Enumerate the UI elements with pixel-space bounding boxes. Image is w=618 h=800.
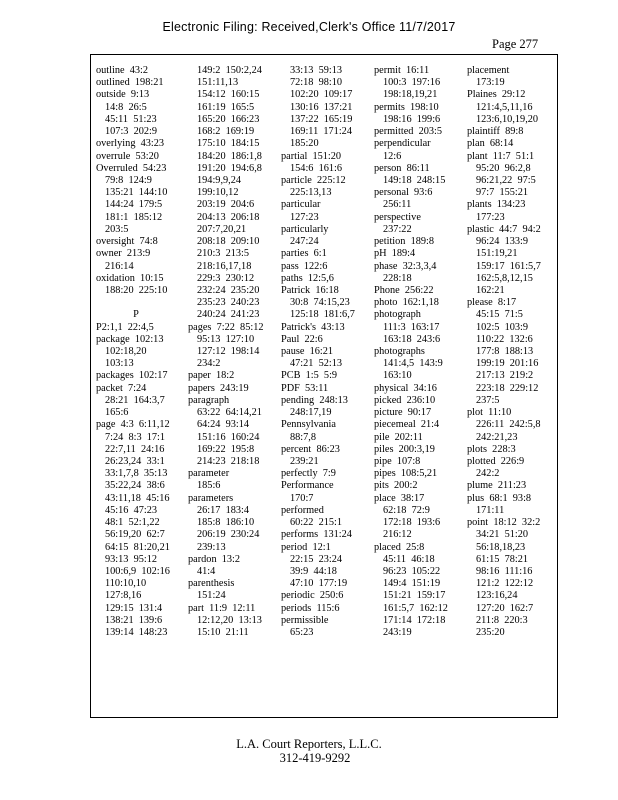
index-entry: oversight 74:8 — [96, 236, 158, 248]
index-continuation-line: 171:11 — [476, 504, 505, 516]
index-entry: page 4:3 6:11,12 — [96, 419, 170, 431]
index-continuation-line: 60:22 215:1 — [290, 517, 343, 529]
index-entry: placed 25:8 — [374, 541, 425, 553]
index-continuation-line: 228:18 — [383, 272, 412, 284]
index-entry: overlying 43:23 — [96, 138, 165, 150]
index-continuation-line: 28:21 164:3,7 — [105, 394, 165, 406]
index-continuation-line: 26:17 183:4 — [197, 504, 250, 516]
index-entry: personal 93:6 — [374, 187, 433, 199]
index-continuation-line: 171:14 172:18 — [383, 614, 446, 626]
index-continuation-line: 199:19 201:16 — [476, 358, 539, 370]
index-continuation-line: 188:20 225:10 — [105, 284, 168, 296]
index-continuation-line: 235:20 — [476, 627, 505, 639]
index-entry: papers 243:19 — [188, 382, 249, 394]
index-continuation-line: 127:23 — [290, 211, 319, 223]
index-entry: PDF 53:11 — [281, 382, 329, 394]
index-continuation-line: 168:2 169:19 — [197, 126, 255, 138]
index-continuation-line: 169:11 171:24 — [290, 126, 352, 138]
index-entry: parenthesis — [188, 578, 235, 590]
index-continuation-line: 139:14 148:23 — [105, 627, 168, 639]
index-continuation-line: 198:16 199:6 — [383, 113, 441, 125]
index-continuation-line: 110:22 132:6 — [476, 333, 533, 345]
index-continuation-line: 65:23 — [290, 627, 314, 639]
index-entry: Plaines 29:12 — [467, 89, 526, 101]
index-entry: perpendicular — [374, 138, 431, 150]
index-continuation-line: 96:21,22 97:5 — [476, 174, 536, 186]
index-continuation-line: 72:18 98:10 — [290, 77, 343, 89]
index-entry: phase 32:3,3,4 — [374, 260, 437, 272]
index-entry: plus 68:1 93:8 — [467, 492, 532, 504]
index-continuation-line: 141:4,5 143:9 — [383, 358, 443, 370]
index-entry: plants 134:23 — [467, 199, 526, 211]
index-continuation-line: 217:13 219:2 — [476, 370, 534, 382]
index-continuation-line: 184:20 186:1,8 — [197, 150, 262, 162]
index-continuation-line: 162:21 — [476, 284, 505, 296]
index-continuation-line: 149:4 151:19 — [383, 578, 441, 590]
index-continuation-line: 47:21 52:13 — [290, 358, 343, 370]
index-continuation-line: 88:7,8 — [290, 431, 317, 443]
index-continuation-line: 129:15 131:4 — [105, 602, 163, 614]
index-continuation-line: 97:7 155:21 — [476, 187, 529, 199]
index-entry: periodic 250:6 — [281, 590, 344, 602]
index-continuation-line: 137:22 165:19 — [290, 113, 353, 125]
index-continuation-line: 242:2 — [476, 468, 500, 480]
index-continuation-line: 102:20 109:17 — [290, 89, 353, 101]
index-continuation-line: 170:7 — [290, 492, 314, 504]
index-continuation-line: 123:6,10,19,20 — [476, 113, 539, 125]
index-entry: particularly — [281, 223, 329, 235]
index-entry: pile 202:11 — [374, 431, 423, 443]
index-continuation-line: 191:20 194:6,8 — [197, 162, 262, 174]
index-continuation-line: 216:12 — [383, 529, 412, 541]
index-continuation-line: 7:24 8:3 17:1 — [105, 431, 166, 443]
index-entry: permits 198:10 — [374, 101, 439, 113]
index-continuation-line: 154:6 161:6 — [290, 162, 343, 174]
index-column-3 — [281, 65, 355, 639]
index-entry: plaintiff 89:8 — [467, 126, 524, 138]
index-continuation-line: 22:7,11 24:16 — [105, 443, 165, 455]
index-entry: performs 131:24 — [281, 529, 352, 541]
index-continuation-line: 130:16 137:21 — [290, 101, 353, 113]
index-continuation-line: 41:4 — [197, 565, 216, 577]
index-entry: Pennsylvania — [281, 419, 336, 431]
index-continuation-line: 64:24 93:14 — [197, 419, 250, 431]
index-entry: particular — [281, 199, 321, 211]
index-continuation-line: 185:20 — [290, 138, 319, 150]
index-continuation-line: 159:17 161:5,7 — [476, 260, 541, 272]
index-continuation-line: 218:16,17,18 — [197, 260, 252, 272]
page-number: Page 277 — [492, 37, 539, 51]
index-continuation-line: 26:23,24 33:1 — [105, 456, 165, 467]
index-continuation-line: 61:15 78:21 — [476, 553, 529, 565]
reporter-phone: 312-419-9292 — [279, 751, 351, 765]
index-continuation-line: 161:19 165:5 — [197, 101, 255, 113]
index-continuation-line: 243:19 — [383, 627, 412, 639]
index-continuation-line: 100:3 197:16 — [383, 77, 441, 89]
index-entry: picked 236:10 — [374, 394, 436, 406]
index-entry: packages 102:17 — [96, 370, 168, 382]
index-entry: P2:1,1 22:4,5 — [96, 321, 154, 333]
index-entry: Overruled 54:23 — [96, 162, 167, 174]
index-continuation-line: 172:18 193:6 — [383, 517, 441, 529]
index-continuation-line: 48:1 52:1,22 — [105, 517, 160, 529]
index-entry: Performance — [281, 480, 334, 492]
index-entry: Phone 256:22 — [374, 284, 434, 296]
index-continuation-line: 237:5 — [476, 394, 500, 406]
index-continuation-line: 247:24 — [290, 236, 319, 248]
index-entry: piles 200:3,19 — [374, 443, 435, 455]
index-continuation-line: 223:18 229:12 — [476, 382, 539, 394]
index-entry: plastic 44:7 94:2 — [467, 223, 541, 235]
index-continuation-line: 240:24 241:23 — [197, 309, 260, 321]
index-entry: performed — [281, 504, 324, 516]
index-continuation-line: 45:15 71:5 — [476, 309, 523, 321]
index-continuation-line: 12:12,20 13:13 — [197, 614, 262, 626]
index-continuation-line: 125:18 181:6,7 — [290, 309, 355, 321]
index-continuation-line: 211:8 220:3 — [476, 614, 528, 626]
index-entry: parameters — [188, 492, 234, 504]
index-continuation-line: 135:21 144:10 — [105, 187, 168, 199]
index-continuation-line: 15:10 21:11 — [197, 627, 249, 639]
index-continuation-line: 194:9,9,24 — [197, 174, 242, 186]
index-continuation-line: 39:9 44:18 — [290, 565, 337, 577]
index-continuation-line: 96:24 133:9 — [476, 236, 529, 248]
index-continuation-line: 149:2 150:2,24 — [197, 65, 262, 76]
index-continuation-line: 203:5 — [105, 223, 129, 235]
index-continuation-line: 165:20 166:23 — [197, 113, 260, 125]
index-continuation-line: 100:6,9 102:16 — [105, 565, 170, 577]
index-continuation-line: 185:6 — [197, 480, 221, 492]
index-continuation-line: 64:15 81:20,21 — [105, 541, 170, 553]
index-entry: pH 189:4 — [374, 248, 416, 260]
index-continuation-line: 127:8,16 — [105, 590, 142, 602]
index-continuation-line: 210:3 213:5 — [197, 248, 250, 260]
index-entry: permitted 203:5 — [374, 126, 443, 138]
index-continuation-line: 102:18,20 — [105, 346, 147, 358]
index-entry: parties 6:1 — [281, 248, 327, 260]
index-continuation-line: 123:16,24 — [476, 590, 518, 602]
index-continuation-line: 98:16 111:16 — [476, 565, 533, 577]
index-continuation-line: 216:14 — [105, 260, 134, 272]
index-continuation-line: 181:1 185:12 — [105, 211, 163, 223]
section-letter-heading: P — [133, 309, 139, 321]
index-entry: paragraph — [188, 394, 230, 406]
index-continuation-line: 107:3 202:9 — [105, 126, 158, 138]
index-entry: oxidation 10:15 — [96, 272, 164, 284]
index-entry: pause 16:21 — [281, 346, 334, 358]
index-continuation-line: 151:24 — [197, 590, 226, 602]
index-continuation-line: 14:8 26:5 — [105, 101, 147, 113]
index-entry: placement — [467, 65, 510, 76]
index-entry: pages 7:22 85:12 — [188, 321, 264, 333]
index-continuation-line: 127:12 198:14 — [197, 346, 260, 358]
index-continuation-line: 79:8 124:9 — [105, 174, 152, 186]
index-continuation-line: 45:11 51:23 — [105, 113, 157, 125]
index-continuation-line: 95:20 96:2,8 — [476, 162, 531, 174]
index-entry: PCB 1:5 5:9 — [281, 370, 338, 382]
index-entry: outline 43:2 — [96, 65, 149, 76]
index-continuation-line: 102:5 103:9 — [476, 321, 529, 333]
index-continuation-line: 43:11,18 45:16 — [105, 492, 170, 504]
index-continuation-line: 96:23 105:22 — [383, 565, 441, 577]
index-continuation-line: 35:22,24 38:6 — [105, 480, 165, 492]
index-continuation-line: 173:19 — [476, 77, 505, 89]
index-entry: outside 9:13 — [96, 89, 150, 101]
index-continuation-line: 185:8 186:10 — [197, 517, 255, 529]
index-entry: permit 16:11 — [374, 65, 430, 76]
index-entry: piecemeal 21:4 — [374, 419, 440, 431]
index-continuation-line: 45:11 46:18 — [383, 553, 435, 565]
index-continuation-line: 121:2 122:12 — [476, 578, 534, 590]
index-continuation-line: 121:4,5,11,16 — [476, 101, 533, 113]
index-entry: parameter — [188, 468, 230, 480]
index-entry: plots 228:3 — [467, 443, 516, 455]
index-column-4 — [374, 65, 448, 639]
index-continuation-line: 30:8 74:15,23 — [290, 297, 350, 309]
index-entry: plume 211:23 — [467, 480, 527, 492]
index-continuation-line: 138:21 139:6 — [105, 614, 163, 626]
index-continuation-line: 214:23 218:18 — [197, 456, 260, 467]
index-entry: Patrick 16:18 — [281, 284, 339, 296]
index-continuation-line: 33:1,7,8 35:13 — [105, 468, 168, 480]
index-entry: person 86:11 — [374, 162, 430, 174]
index-continuation-line: 208:18 209:10 — [197, 236, 260, 248]
filing-stamp-header: Electronic Filing: Received,Clerk's Office 11/7/2017 — [162, 20, 456, 34]
index-continuation-line: 203:19 204:6 — [197, 199, 255, 211]
index-continuation-line: 234:2 — [197, 358, 221, 370]
index-entry: perfectly 7:9 — [281, 468, 336, 480]
index-continuation-line: 232:24 235:20 — [197, 284, 260, 296]
index-entry: pass 122:6 — [281, 260, 328, 272]
index-entry: plotted 226:9 — [467, 456, 525, 467]
index-continuation-line: 34:21 51:20 — [476, 529, 529, 541]
index-entry: physical 34:16 — [374, 382, 437, 394]
index-continuation-line: 175:10 184:15 — [197, 138, 260, 150]
index-continuation-line: 103:13 — [105, 358, 134, 370]
index-entry: picture 90:17 — [374, 407, 432, 419]
word-index-frame — [90, 54, 558, 718]
index-entry: plan 68:14 — [467, 138, 514, 150]
index-entry: plant 11:7 51:1 — [467, 150, 535, 162]
index-entry: please 8:17 — [467, 297, 517, 309]
index-entry: pipe 107:8 — [374, 456, 421, 467]
index-continuation-line: 177:8 188:13 — [476, 346, 534, 358]
index-continuation-line: 95:13 127:10 — [197, 333, 255, 345]
index-entry: period 12:1 — [281, 541, 331, 553]
index-entry: particle 225:12 — [281, 174, 346, 186]
index-continuation-line: 177:23 — [476, 211, 505, 223]
index-continuation-line: 226:11 242:5,8 — [476, 419, 541, 431]
index-entry: percent 86:23 — [281, 443, 340, 455]
index-entry: pits 200:2 — [374, 480, 418, 492]
index-entry: permissible — [281, 614, 329, 626]
index-entry: plot 11:10 — [467, 407, 512, 419]
index-continuation-line: 151:16 160:24 — [197, 431, 260, 443]
index-entry: pending 248:13 — [281, 394, 348, 406]
index-continuation-line: 12:6 — [383, 150, 402, 162]
index-column-2 — [188, 65, 264, 639]
index-continuation-line: 33:13 59:13 — [290, 65, 343, 76]
index-continuation-line: 22:15 23:24 — [290, 553, 343, 565]
index-column-1 — [96, 65, 176, 639]
index-continuation-line: 199:10,12 — [197, 187, 239, 199]
index-continuation-line: 198:18,19,21 — [383, 89, 438, 101]
index-continuation-line: 45:16 47:23 — [105, 504, 158, 516]
index-entry: package 102:13 — [96, 333, 164, 345]
index-continuation-line: 110:10,10 — [105, 578, 147, 590]
index-entry: petition 189:8 — [374, 236, 435, 248]
index-continuation-line: 206:19 230:24 — [197, 529, 260, 541]
index-continuation-line: 163:18 243:6 — [383, 333, 441, 345]
index-continuation-line: 63:22 64:14,21 — [197, 407, 262, 419]
reporter-company: L.A. Court Reporters, L.L.C. — [236, 737, 382, 751]
index-continuation-line: 161:5,7 162:12 — [383, 602, 448, 614]
index-entry: outlined 198:21 — [96, 77, 164, 89]
index-continuation-line: 151:21 159:17 — [383, 590, 446, 602]
index-continuation-line: 154:12 160:15 — [197, 89, 260, 101]
index-continuation-line: 62:18 72:9 — [383, 504, 430, 516]
index-entry: photograph — [374, 309, 421, 321]
index-continuation-line: 256:11 — [383, 199, 412, 211]
index-entry: periods 115:6 — [281, 602, 340, 614]
index-continuation-line: 47:10 177:19 — [290, 578, 348, 590]
index-continuation-line: 149:18 248:15 — [383, 174, 446, 186]
index-entry: partial 151:20 — [281, 150, 342, 162]
index-column-5 — [467, 65, 541, 639]
index-continuation-line: 56:19,20 62:7 — [105, 529, 165, 541]
index-continuation-line: 111:3 163:17 — [383, 321, 440, 333]
index-entry: place 38:17 — [374, 492, 425, 504]
index-continuation-line: 163:10 — [383, 370, 412, 382]
index-entry: photo 162:1,18 — [374, 297, 439, 309]
index-continuation-line: 165:6 — [105, 407, 129, 419]
index-entry: paths 12:5,6 — [281, 272, 334, 284]
index-continuation-line: 151:11,13 — [197, 77, 239, 89]
index-continuation-line: 248:17,19 — [290, 407, 332, 419]
index-entry: Patrick's 43:13 — [281, 321, 345, 333]
index-continuation-line: 169:22 195:8 — [197, 443, 255, 455]
index-entry: point 18:12 32:2 — [467, 517, 541, 529]
index-continuation-line: 56:18,18,23 — [476, 541, 526, 553]
blank-line — [96, 297, 176, 309]
index-continuation-line: 127:20 162:7 — [476, 602, 534, 614]
index-continuation-line: 162:5,8,12,15 — [476, 272, 533, 284]
index-continuation-line: 239:21 — [290, 456, 319, 467]
index-continuation-line: 239:13 — [197, 541, 226, 553]
index-entry: perspective — [374, 211, 421, 223]
index-continuation-line: 229:3 230:12 — [197, 272, 255, 284]
index-entry: Paul 22:6 — [281, 333, 323, 345]
index-continuation-line: 242:21,23 — [476, 431, 518, 443]
index-entry: pipes 108:5,21 — [374, 468, 438, 480]
index-entry: pardon 13:2 — [188, 553, 241, 565]
index-continuation-line: 93:13 95:12 — [105, 553, 158, 565]
index-continuation-line: 235:23 240:23 — [197, 297, 260, 309]
index-continuation-line: 207:7,20,21 — [197, 223, 247, 235]
index-continuation-line: 204:13 206:18 — [197, 211, 260, 223]
index-entry: owner 213:9 — [96, 248, 151, 260]
index-continuation-line: 237:22 — [383, 223, 412, 235]
index-entry: photographs — [374, 346, 425, 358]
index-continuation-line: 144:24 179:5 — [105, 199, 163, 211]
index-entry: paper 18:2 — [188, 370, 235, 382]
index-entry: packet 7:24 — [96, 382, 147, 394]
index-continuation-line: 225:13,13 — [290, 187, 332, 199]
index-continuation-line: 151:19,21 — [476, 248, 518, 260]
index-entry: part 11:9 12:11 — [188, 602, 256, 614]
index-entry: overrule 53:20 — [96, 150, 159, 162]
